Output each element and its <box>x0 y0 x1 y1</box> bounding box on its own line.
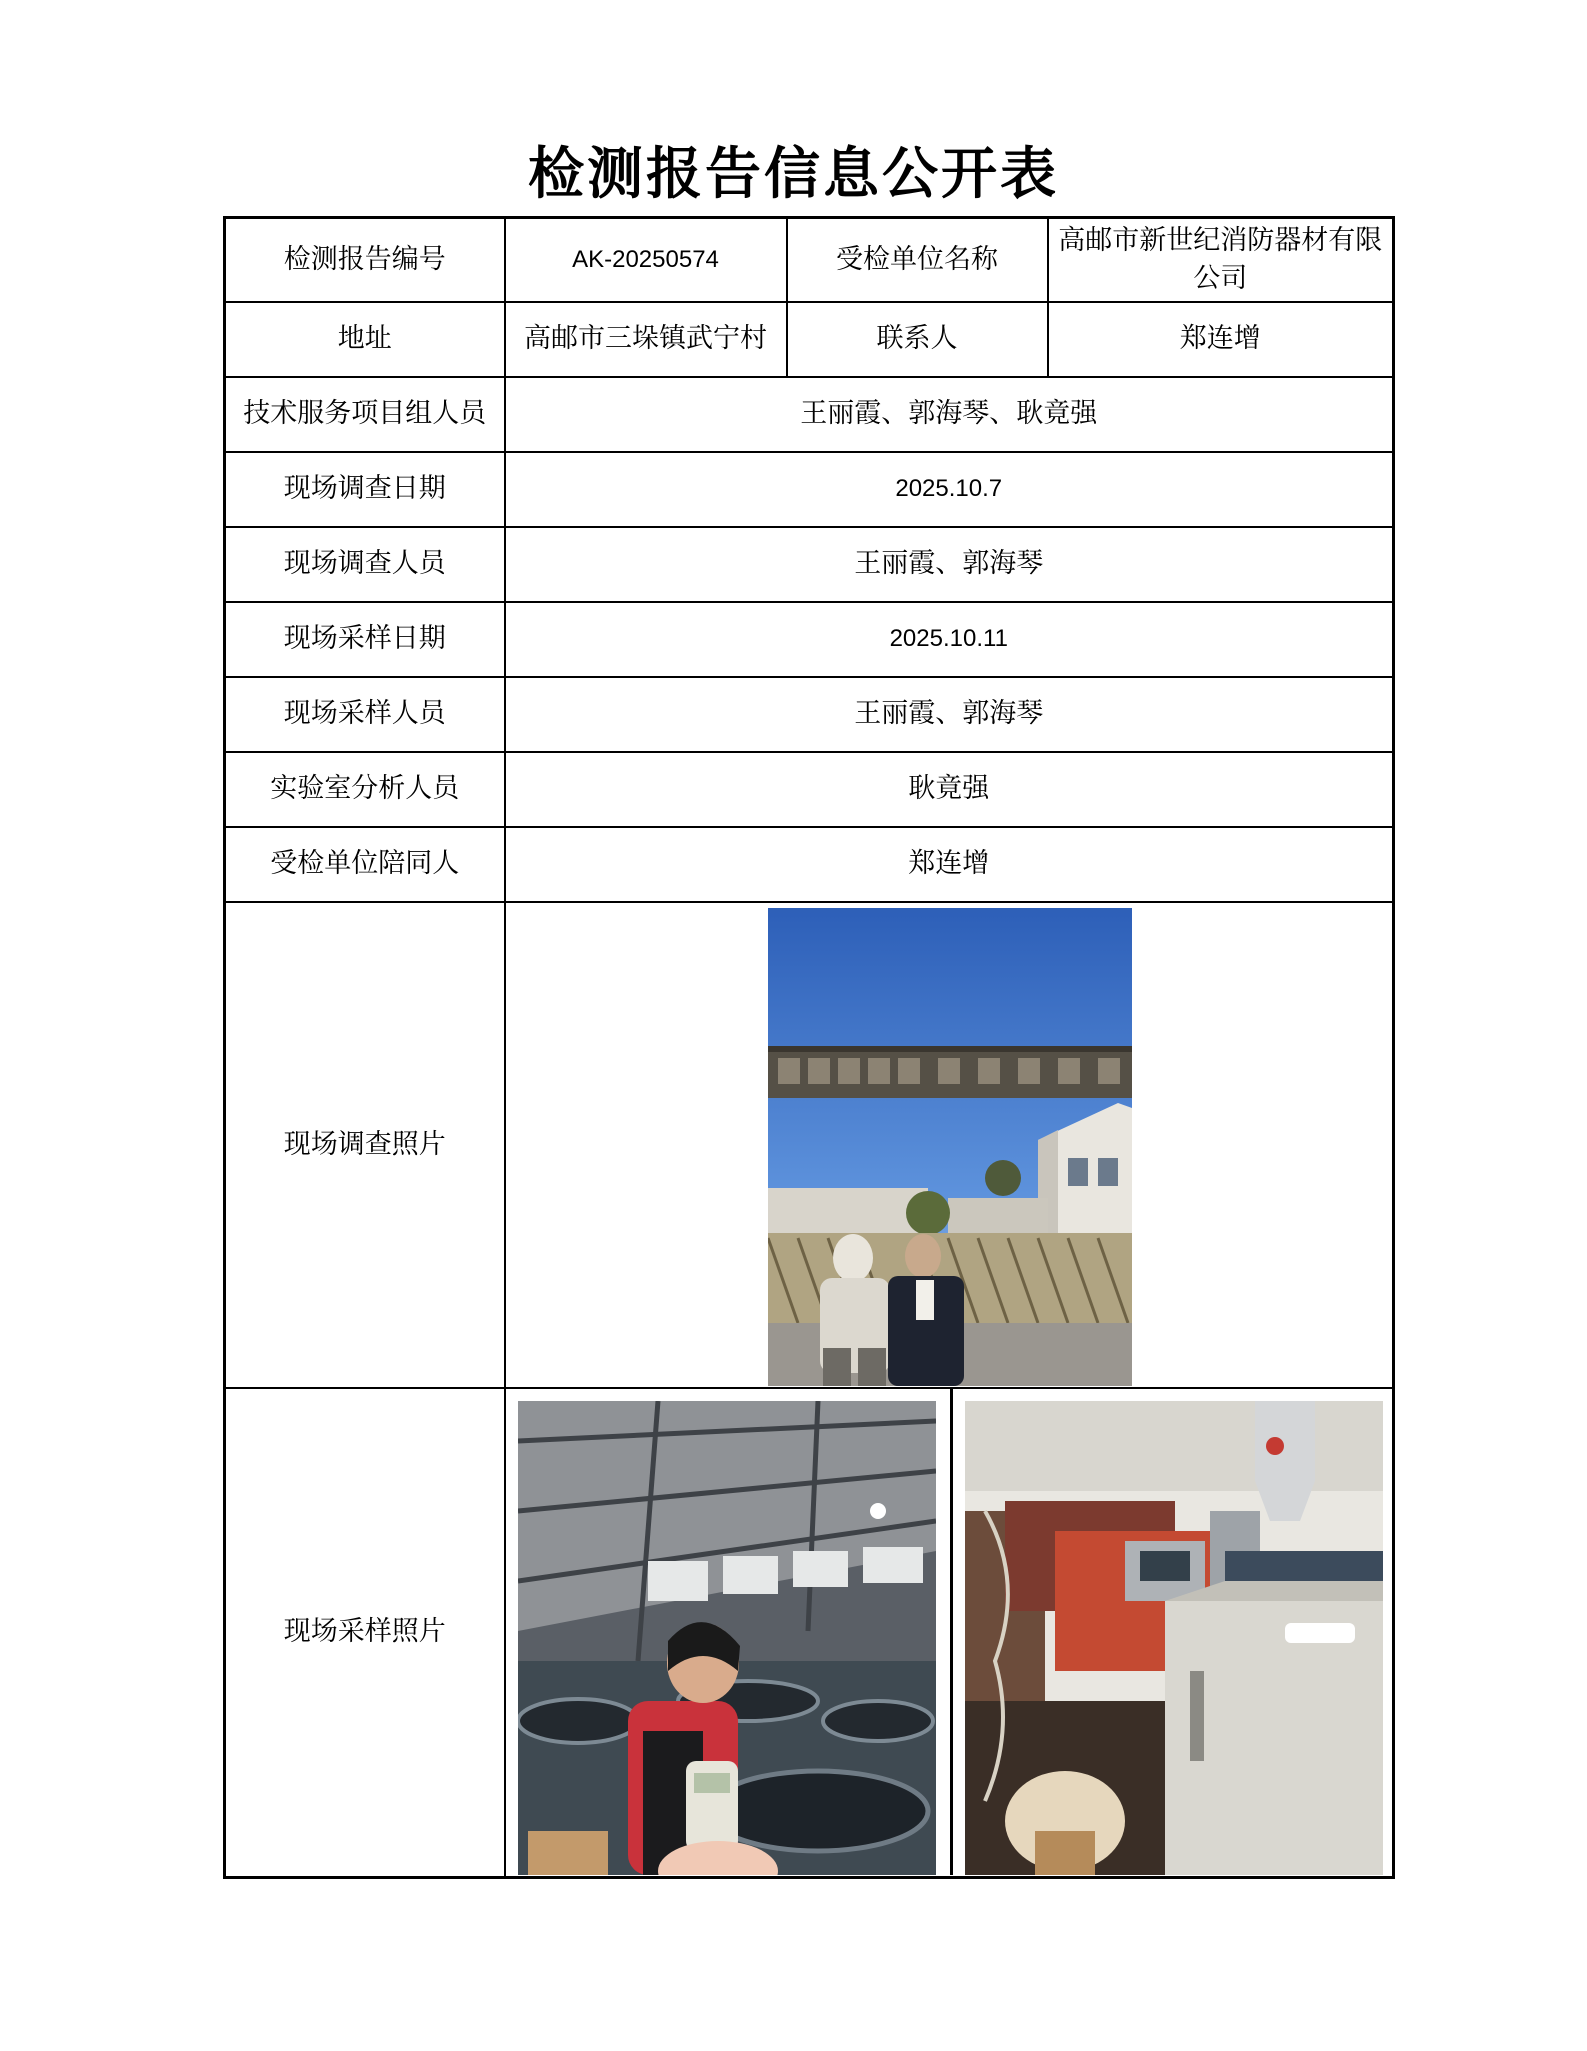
table-row <box>225 452 1394 527</box>
table-row <box>225 677 1394 752</box>
report-no-value: AK-20250574 <box>505 218 787 302</box>
lab-staff-label: 实验室分析人员 <box>225 752 505 827</box>
sampling-photo-machine <box>965 1401 1383 1875</box>
sampling-staff-label: 现场采样人员 <box>225 677 505 752</box>
survey-photo-label: 现场调查照片 <box>225 902 505 1388</box>
table-row <box>225 602 1394 677</box>
lab-staff-value: 耿竟强 <box>505 752 1394 827</box>
page-title: 检测报告信息公开表 <box>528 141 1059 207</box>
table-row <box>225 752 1394 827</box>
report-table <box>223 216 1395 1879</box>
team-label: 技术服务项目组人员 <box>225 377 505 452</box>
sampling-photo-cell <box>505 1388 1394 1878</box>
unit-name-label: 受检单位名称 <box>787 218 1048 302</box>
survey-date-label: 现场调查日期 <box>225 452 505 527</box>
escort-value: 郑连增 <box>505 827 1394 902</box>
table-row <box>225 902 1394 1388</box>
table-row <box>225 218 1394 302</box>
table-row <box>225 302 1394 377</box>
sampling-photo-workshop <box>518 1401 936 1875</box>
contact-value: 郑连增 <box>1048 302 1394 377</box>
contact-label: 联系人 <box>787 302 1048 377</box>
report-no-label: 检测报告编号 <box>225 218 505 302</box>
survey-date-value: 2025.10.7 <box>505 452 1394 527</box>
sampling-photo-label: 现场采样照片 <box>225 1388 505 1878</box>
sampling-date-label: 现场采样日期 <box>225 602 505 677</box>
table-row <box>225 377 1394 452</box>
survey-photo-factory-gate <box>768 908 1132 1386</box>
address-label: 地址 <box>225 302 505 377</box>
table-row <box>225 527 1394 602</box>
unit-name-value: 高邮市新世纪消防器材有限公司 <box>1048 218 1394 302</box>
sampling-staff-value: 王丽霞、郭海琴 <box>505 677 1394 752</box>
table-row <box>225 827 1394 902</box>
table-row <box>225 1388 1394 1878</box>
team-value: 王丽霞、郭海琴、耿竟强 <box>505 377 1394 452</box>
survey-staff-label: 现场调查人员 <box>225 527 505 602</box>
address-value: 高邮市三垛镇武宁村 <box>505 302 787 377</box>
escort-label: 受检单位陪同人 <box>225 827 505 902</box>
survey-staff-value: 王丽霞、郭海琴 <box>505 527 1394 602</box>
sampling-date-value: 2025.10.11 <box>505 602 1394 677</box>
survey-photo-cell <box>505 902 1394 1388</box>
photo-divider <box>950 1389 953 1875</box>
